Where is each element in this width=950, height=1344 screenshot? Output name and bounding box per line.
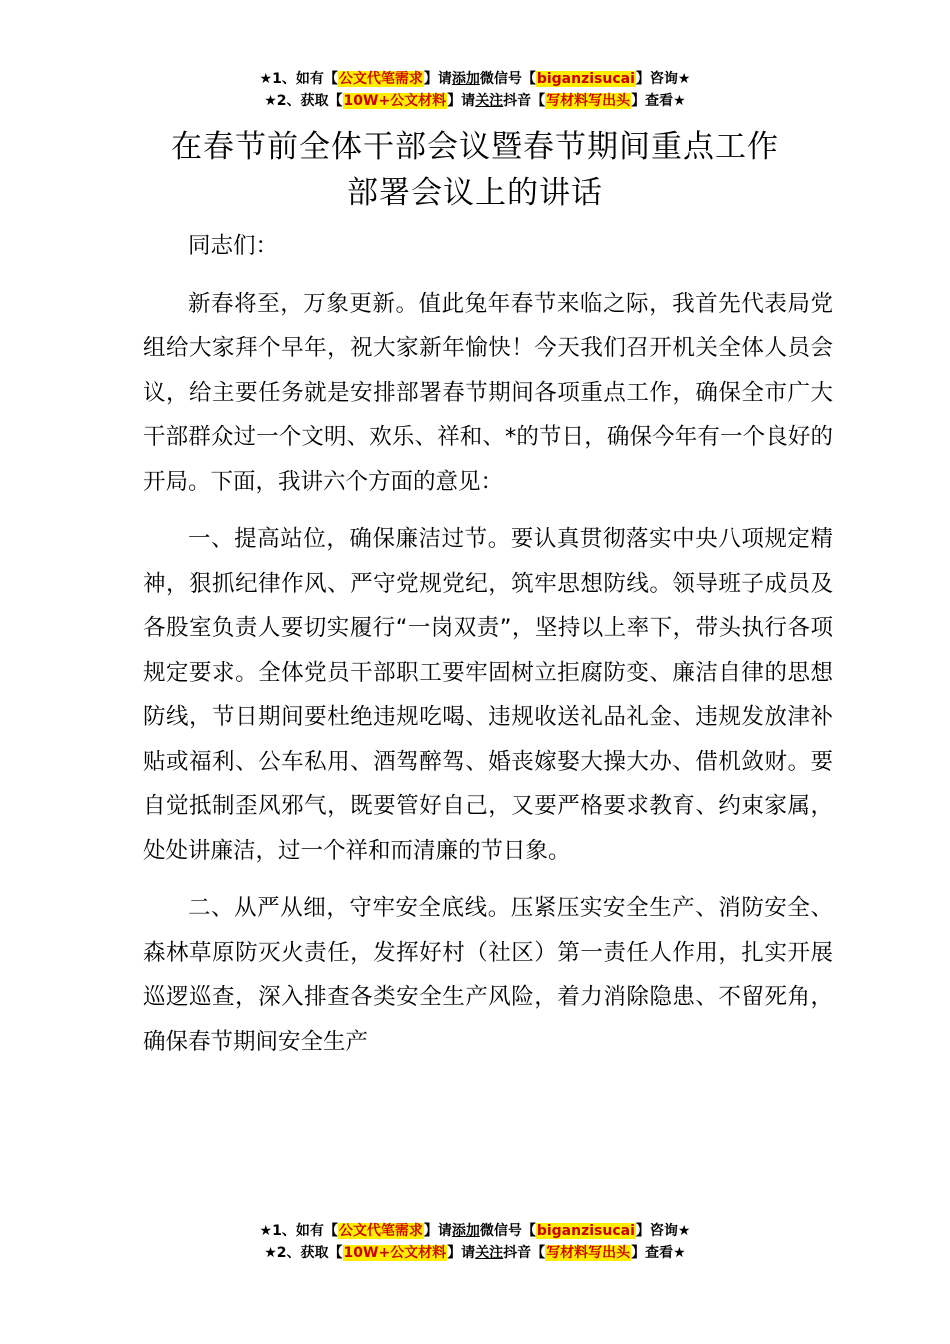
banner-text: 抖音【 bbox=[503, 93, 546, 109]
banner-text: 微信号【 bbox=[479, 1223, 536, 1239]
banner-text: 】咨询★ bbox=[635, 71, 691, 87]
document-title bbox=[0, 124, 950, 216]
banner-underline: 关注 bbox=[475, 1245, 504, 1261]
banner-highlight: biganzisucai bbox=[536, 71, 635, 87]
banner-underline: 关注 bbox=[475, 93, 504, 109]
banner-line-1 bbox=[0, 1220, 950, 1242]
banner-text: ★2、获取【 bbox=[264, 93, 343, 109]
banner-text: 】咨询★ bbox=[635, 1223, 691, 1239]
banner-text: ★1、如有【 bbox=[259, 71, 338, 87]
banner-text: ★1、如有【 bbox=[259, 1223, 338, 1239]
banner-highlight: 公文代笔需求 bbox=[338, 1223, 423, 1239]
banner-highlight: 10W+公文材料 bbox=[343, 1245, 447, 1261]
banner-line-1 bbox=[0, 68, 950, 90]
bottom-banner bbox=[0, 1220, 950, 1264]
title-line-1: 在春节前全体干部会议暨春节期间重点工作 bbox=[171, 129, 779, 165]
banner-highlight: 写材料写出头 bbox=[546, 93, 631, 109]
document-body bbox=[143, 224, 833, 1077]
banner-highlight: 写材料写出头 bbox=[546, 1245, 631, 1261]
banner-text: 微信号【 bbox=[479, 71, 536, 87]
paragraph-section-2: 二、从严从细，守牢安全底线。压紧压实安全生产、消防安全、森林草原防灭火责任，发挥好村（社区）第一责任人作用，扎实开展巡逻巡查，深入排查各类安全生产风险，着力消除隐患、不留死角，确保春节期间安全生产 bbox=[143, 895, 833, 1055]
banner-text: 抖音【 bbox=[503, 1245, 546, 1261]
title-line-2: 部署会议上的讲话 bbox=[347, 175, 603, 211]
banner-highlight: biganzisucai bbox=[536, 1223, 635, 1239]
top-banner bbox=[0, 68, 950, 112]
banner-text: 】查看★ bbox=[631, 93, 686, 109]
banner-underline: 添加 bbox=[451, 71, 480, 87]
banner-line-2 bbox=[0, 1242, 950, 1264]
banner-text: 】请 bbox=[423, 71, 452, 87]
banner-text: 】查看★ bbox=[631, 1245, 686, 1261]
banner-text: 】请 bbox=[447, 1245, 476, 1261]
banner-text: 】请 bbox=[447, 93, 476, 109]
paragraph-section-1: 一、提高站位，确保廉洁过节。要认真贯彻落实中央八项规定精神，狠抓纪律作风、严守党规党纪，筑牢思想防线。领导班子成员及各股室负责人要切实履行“一岗双责”，坚持以上率下，带头执行各项规定要求。全体党员干部职工要牢固树立拒腐防变、廉洁自律的思想防线，节日期间要杜绝违规吃喝、违规收送礼品礼金、违规发放津补贴或福利、公车私用、酒驾醉驾、婚丧嫁娶大操大办、借机敛财。要自觉抵制歪风邪气，既要管好自己，又要严格要求教育、约束家属，处处讲廉洁，过一个祥和而清廉的节日象。 bbox=[143, 526, 833, 864]
banner-text: 】请 bbox=[423, 1223, 452, 1239]
banner-underline: 添加 bbox=[451, 1223, 480, 1239]
banner-text: ★2、获取【 bbox=[264, 1245, 343, 1261]
banner-line-2 bbox=[0, 90, 950, 112]
banner-highlight: 公文代笔需求 bbox=[338, 71, 423, 87]
greeting: 同志们： bbox=[188, 233, 279, 259]
paragraph-intro: 新春将至，万象更新。值此兔年春节来临之际，我首先代表局党组给大家拜个早年，祝大家新年愉快！今天我们召开机关全体人员会议，给主要任务就是安排部署春节期间各项重点工作，确保全市广大干部群众过一个文明、欢乐、祥和、*的节日，确保今年有一个良好的开局。下面，我讲六个方面的意见： bbox=[143, 290, 833, 495]
banner-highlight: 10W+公文材料 bbox=[343, 93, 447, 109]
